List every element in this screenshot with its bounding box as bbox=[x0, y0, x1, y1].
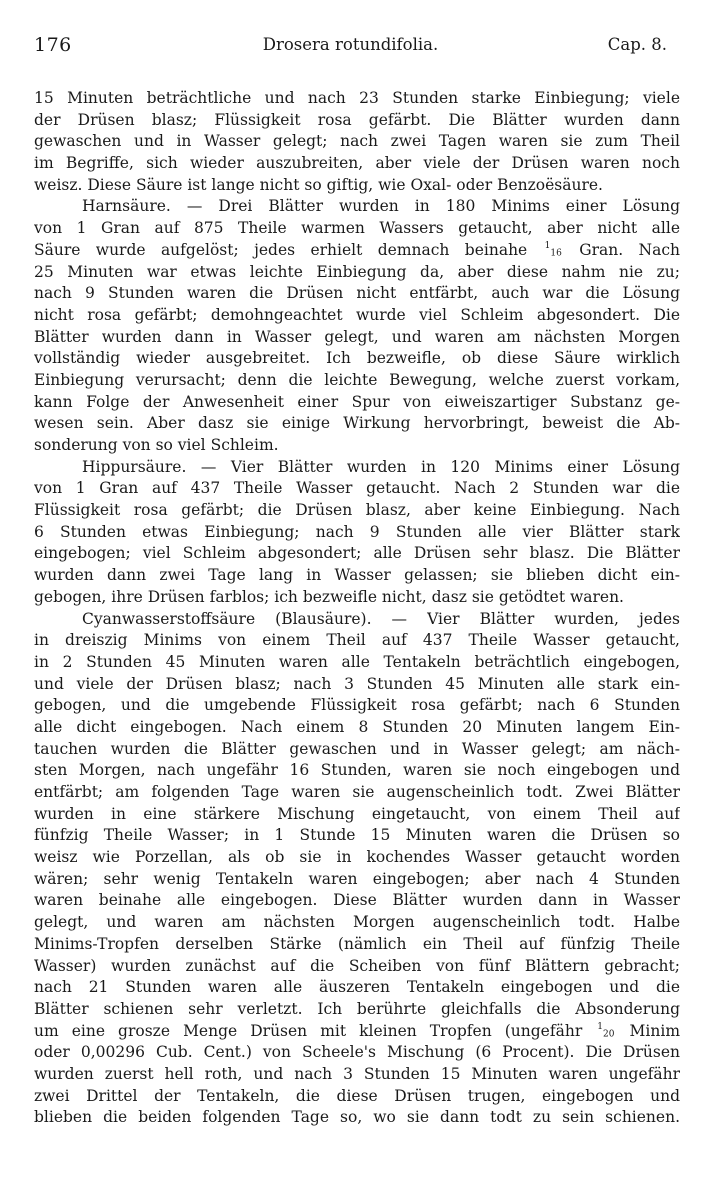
text-line bbox=[34, 153, 680, 175]
fraction-denominator: 20 bbox=[603, 1029, 615, 1040]
line-text: wurden zuerst hell roth, und nach 3 Stunden 15 Minuten waren ungefähr bbox=[34, 1064, 680, 1083]
text-line bbox=[34, 196, 680, 218]
text-line bbox=[34, 1042, 680, 1064]
text-line bbox=[34, 543, 680, 565]
line-text: Einbiegung verursacht; denn die leichte Bewegung, welche zuerst vorkam, bbox=[34, 370, 680, 389]
page-number: 176 bbox=[34, 34, 72, 56]
text-line bbox=[34, 956, 680, 978]
line-text: von 1 Gran auf 437 Theile Wasser getaucht. Nach 2 Stunden war die bbox=[34, 479, 680, 498]
line-text: 25 Minuten war etwas leichte Einbiegung da, aber diese nahm nie zu; bbox=[34, 262, 680, 281]
running-title: Drosera rotundifolia. bbox=[262, 35, 439, 54]
text-line bbox=[34, 695, 680, 717]
line-text: entfärbt; am folgenden Tage waren sie augenscheinlich todt. Zwei Blätter bbox=[34, 783, 680, 801]
line-text: in 2 Stunden 45 Minuten waren alle Tentakeln beträchtlich eingebogen, bbox=[34, 652, 680, 671]
line-text: alle dicht eingebogen. Nach einem 8 Stunden 20 Minuten langem Ein- bbox=[34, 717, 680, 736]
line-text: vollständig wieder ausgebreitet. Ich bezweifle, ob diese Säure wirklich bbox=[34, 349, 680, 368]
line-text: fünfzig Theile Wasser; in 1 Stunde 15 Minuten waren die Drüsen so bbox=[34, 826, 680, 845]
text-line bbox=[34, 652, 680, 674]
text-line bbox=[34, 327, 680, 349]
text-line bbox=[34, 283, 680, 305]
text-line bbox=[34, 1064, 680, 1086]
text-line bbox=[34, 392, 680, 414]
line-text: Cyanwasserstoffsäure (Blausäure). — Vier Blätter wurden, jedes bbox=[82, 609, 680, 628]
text-line bbox=[34, 110, 680, 132]
text-line bbox=[34, 869, 680, 891]
line-text: Blätter wurden dann in Wasser gelegt, und waren am nächsten Morgen bbox=[34, 327, 680, 346]
line-text: in dreiszig Minims von einem Theil auf 437 Theile Wasser getaucht, bbox=[34, 631, 680, 650]
line-text: Wasser) wurden zunächst auf die Scheiben von fünf Blättern gebracht; bbox=[34, 956, 680, 975]
text-line bbox=[34, 825, 680, 847]
text-line bbox=[34, 760, 680, 782]
line-text: wurden dann zwei Tage lang in Wasser gelassen; sie blieben dicht ein- bbox=[34, 566, 680, 585]
line-text: kann Folge der Anwesenheit einer Spur von eiweiszartiger Substanz ge- bbox=[34, 392, 680, 411]
line-text: 15 Minuten beträchtliche und nach 23 Stunden starke Einbiegung; viele bbox=[34, 89, 680, 107]
text-line bbox=[34, 717, 680, 739]
text-line bbox=[34, 890, 680, 912]
text-line bbox=[34, 999, 680, 1021]
line-text: weisz. Diese Säure ist lange nicht so giftig, wie Oxal- oder Benzoësäure. bbox=[34, 175, 603, 194]
text-line bbox=[34, 630, 680, 652]
fraction-numerator: 1 bbox=[597, 1022, 604, 1033]
text-line bbox=[34, 977, 680, 999]
text-line bbox=[34, 934, 680, 956]
text-line bbox=[34, 609, 680, 631]
text-line bbox=[34, 739, 680, 761]
text-line bbox=[34, 522, 680, 544]
text-line bbox=[34, 457, 680, 479]
line-text: und viele der Drüsen blasz; nach 3 Stunden 45 Minuten alle stark ein- bbox=[34, 674, 680, 693]
text-line bbox=[34, 262, 680, 284]
line-text: wurden in eine stärkere Mischung eingetaucht, von einem Theil auf bbox=[34, 804, 680, 823]
line-text: gebogen, und die umgebende Flüssigkeit rosa gefärbt; nach 6 Stunden bbox=[34, 696, 680, 715]
text-line bbox=[34, 847, 680, 869]
text-line bbox=[34, 435, 680, 457]
text-line bbox=[34, 565, 680, 587]
line-text-after: Minim bbox=[629, 1021, 680, 1040]
page-header bbox=[34, 34, 667, 64]
line-text: weisz wie Porzellan, als ob sie in kochendes Wasser getaucht worden bbox=[34, 848, 680, 867]
line-text: zwei Drittel der Tentakeln, die diese Drüsen trugen, eingebogen und bbox=[34, 1086, 680, 1105]
text-line bbox=[34, 370, 680, 392]
text-line bbox=[34, 240, 680, 262]
text-line bbox=[34, 131, 680, 153]
text-line bbox=[34, 413, 680, 435]
fraction bbox=[545, 242, 562, 258]
line-text: sten Morgen, nach ungefähr 16 Stunden, waren sie noch eingebogen und bbox=[34, 761, 680, 780]
text-line bbox=[34, 782, 680, 804]
fraction-denominator: 16 bbox=[550, 248, 562, 259]
line-text: Minims-Tropfen derselben Stärke (nämlich ein Theil auf fünfzig Theile bbox=[34, 934, 680, 953]
text-line bbox=[34, 1086, 680, 1108]
fraction-numerator: 1 bbox=[544, 241, 551, 252]
line-text: sonderung von so viel Schleim. bbox=[34, 436, 279, 454]
line-text: Blätter schienen sehr verletzt. Ich berührte gleichfalls die Absonderung bbox=[34, 999, 680, 1018]
text-line bbox=[34, 1021, 680, 1043]
line-text: im Begriffe, sich wieder auszubreiten, aber viele der Drüsen waren noch bbox=[34, 154, 680, 173]
text-line bbox=[34, 804, 680, 826]
line-text: oder 0,00296 Cub. Cent.) von Scheele's Mischung (6 Procent). Die Drüsen bbox=[34, 1043, 680, 1062]
line-text: Flüssigkeit rosa gefärbt; die Drüsen blasz, aber keine Einbiegung. Nach bbox=[34, 501, 680, 520]
line-text: waren beinahe alle eingebogen. Diese Blätter wurden dann in Wasser bbox=[34, 891, 680, 910]
text-line bbox=[34, 674, 680, 696]
text-line bbox=[34, 88, 680, 110]
line-text: nach 21 Stunden waren alle äuszeren Tentakeln eingebogen und die bbox=[34, 978, 680, 997]
line-text: Säure wurde aufgelöst; jedes erhielt demnach beinahe bbox=[34, 240, 528, 259]
line-text: der Drüsen blasz; Flüssigkeit rosa gefärbt. Die Blätter wurden dann bbox=[34, 110, 680, 129]
text-line bbox=[34, 175, 680, 197]
line-text: tauchen wurden die Blätter gewaschen und in Wasser gelegt; am näch- bbox=[34, 739, 680, 758]
line-text: um eine grosze Menge Drüsen mit kleinen Tropfen (ungefähr bbox=[34, 1021, 583, 1040]
text-line bbox=[34, 218, 680, 240]
text-line bbox=[34, 912, 680, 934]
line-text: gebogen, ihre Drüsen farblos; ich bezweifle nicht, dasz sie getödtet waren. bbox=[34, 587, 624, 606]
line-text-after: Gran. Nach bbox=[579, 240, 680, 259]
text-line bbox=[34, 587, 680, 609]
text-line bbox=[34, 500, 680, 522]
body-text bbox=[34, 88, 680, 1129]
line-text: 6 Stunden etwas Einbiegung; nach 9 Stunden alle vier Blätter stark bbox=[34, 522, 680, 541]
line-text: wären; sehr wenig Tentakeln waren eingebogen; aber nach 4 Stunden bbox=[34, 869, 680, 888]
line-text: von 1 Gran auf 875 Theile warmen Wassers getaucht, aber nicht alle bbox=[34, 219, 680, 238]
line-text: gelegt, und waren am nächsten Morgen augenscheinlich todt. Halbe bbox=[34, 913, 680, 932]
fraction bbox=[597, 1023, 614, 1039]
line-text: Harnsäure. — Drei Blätter wurden in 180 Minims einer Lösung bbox=[82, 197, 680, 216]
text-line bbox=[34, 348, 680, 370]
line-text: eingebogen; viel Schleim abgesondert; alle Drüsen sehr blasz. Die Blätter bbox=[34, 544, 680, 563]
text-line bbox=[34, 478, 680, 500]
line-text: nicht rosa gefärbt; demohngeachtet wurde viel Schleim abgesondert. Die bbox=[34, 305, 680, 324]
line-text: blieben die beiden folgenden Tage so, wo sie dann todt zu sein schienen. bbox=[34, 1108, 680, 1127]
text-line bbox=[34, 1107, 680, 1129]
text-line bbox=[34, 305, 680, 327]
line-text: gewaschen und in Wasser gelegt; nach zwei Tagen waren sie zum Theil bbox=[34, 132, 680, 151]
line-text: wesen sein. Aber dasz sie einige Wirkung hervorbringt, beweist die Ab- bbox=[34, 414, 680, 433]
chapter-label: Cap. 8. bbox=[607, 35, 667, 54]
line-text: nach 9 Stunden waren die Drüsen nicht entfärbt, auch war die Lösung bbox=[34, 284, 680, 303]
line-text: Hippursäure. — Vier Blätter wurden in 120 Minims einer Lösung bbox=[82, 457, 680, 476]
